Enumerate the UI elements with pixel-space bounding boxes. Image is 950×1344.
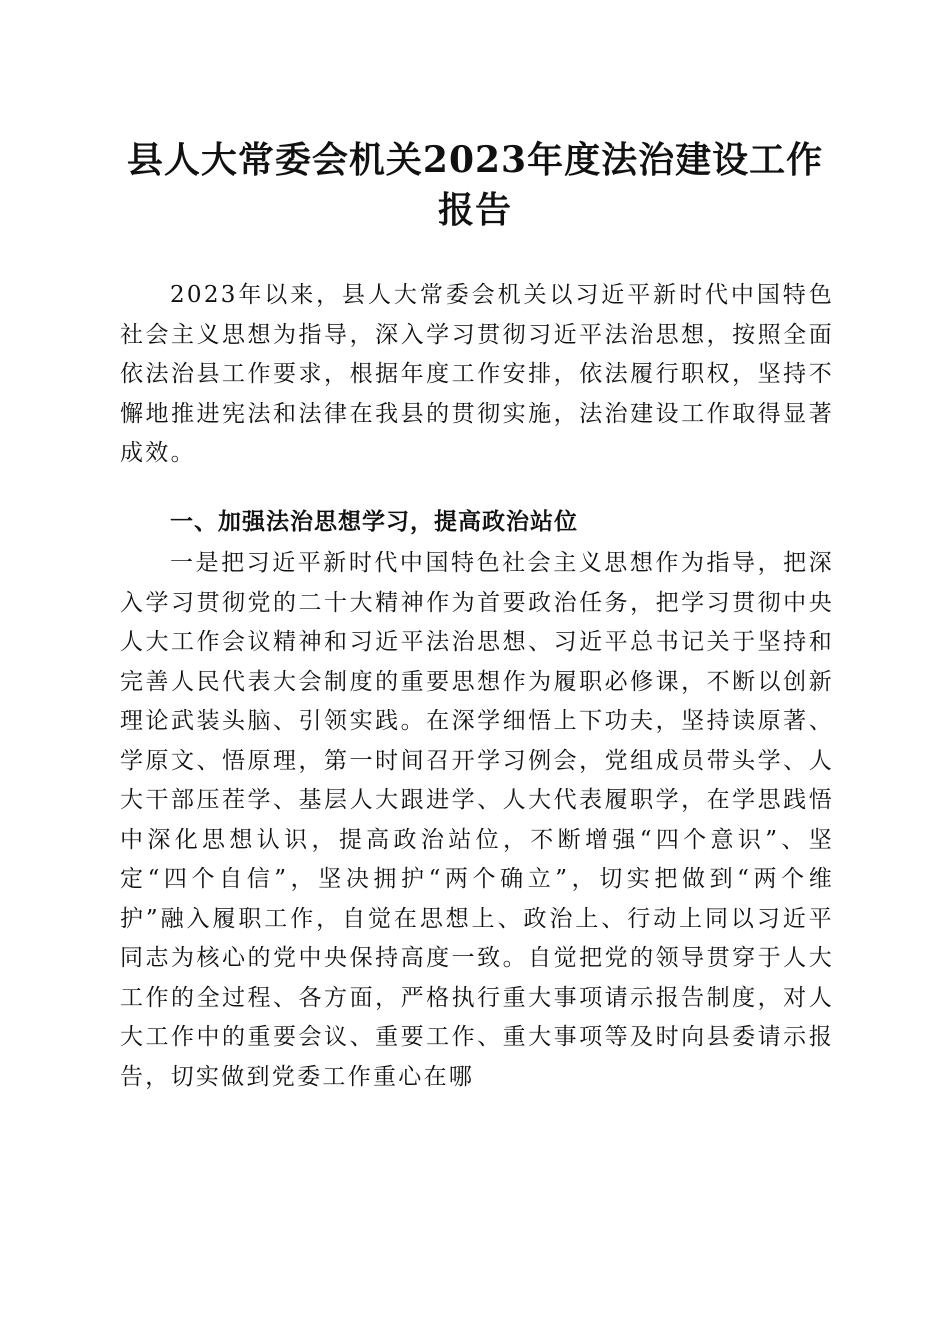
document-title: 县人大常委会机关2023年度法治建设工作报告 [126,139,824,231]
intro-paragraph: 2023年以来，县人大常委会机关以习近平新时代中国特色社会主义思想为指导，深入学习贯彻习近平法治思想，按照全面依法治县工作要求，根据年度工作安排，依法履行职权，坚持不懈地推进宪法和法律在我县的贯彻实施，法治建设工作取得显著成效。 [120,282,834,466]
section-heading: 一、加强法治思想学习，提高政治站位 [170,509,578,535]
section-paragraph: 一是把习近平新时代中国特色社会主义思想作为指导，把深入学习贯彻党的二十大精神作为首要政治任务，把学习贯彻中央人大工作会议精神和习近平法治思想、习近平总书记关于坚持和完善人民代表大会制度的重要思想作为履职必修课，不断以创新理论武装头脑、引领实践。在深学细悟上下功夫，坚持读原著、学原文、悟原理，第一时间召开学习例会，党组成员带头学、人大干部压茬学、基层人大跟进学、人大代表履职学，在学思践悟中深化思想认识，提高政治站位，不断增强“四个意识”、坚定“四个自信”，坚决拥护“两个确立”，切实把做到“两个维护”融入履职工作，自觉在思想上、政治上、行动上同以习近平同志为核心的党中央保持高度一致。自觉把党的领导贯穿于人大工作的全过程、各方面，严格执行重大事项请示报告制度，对人大工作中的重要会议、重要工作、重大事项等及时向县委请示报告，切实做到党委工作重心在哪 [120,550,834,1090]
